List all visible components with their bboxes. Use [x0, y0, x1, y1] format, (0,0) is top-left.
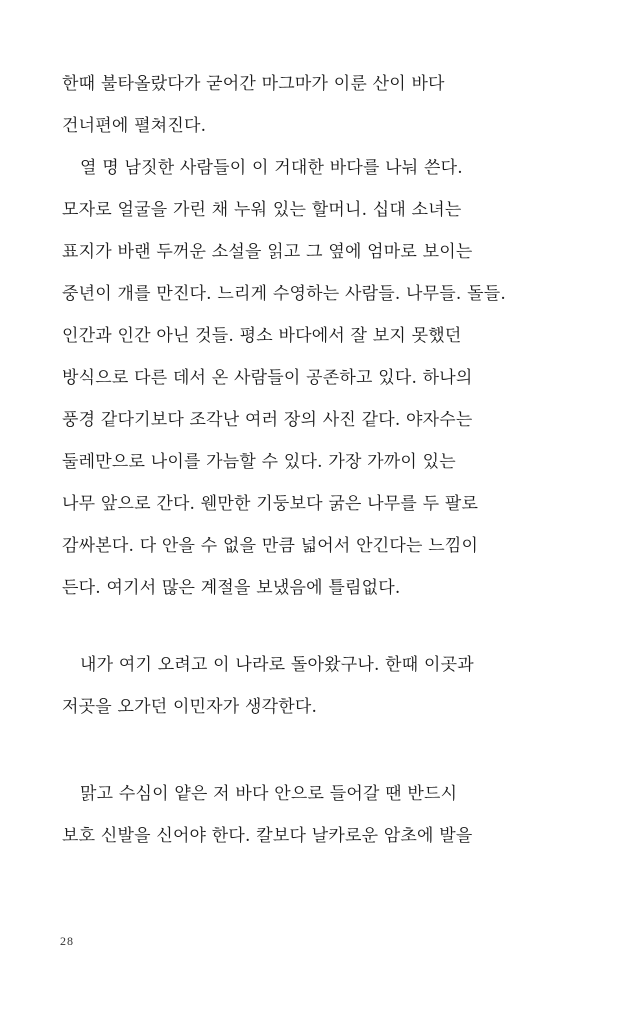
page-number: 28	[60, 934, 74, 948]
text-line: 인간과 인간 아닌 것들. 평소 바다에서 잘 보지 못했던	[62, 326, 462, 346]
text-line: 건너편에 펼쳐진다.	[62, 116, 207, 136]
text-line: 한때 불타올랐다가 굳어간 마그마가 이룬 산이 바다	[62, 74, 445, 94]
text-line: 중년이 개를 만진다. 느리게 수영하는 사람들. 나무들. 돌들.	[62, 284, 506, 304]
text-line: 방식으로 다른 데서 온 사람들이 공존하고 있다. 하나의	[62, 368, 473, 388]
text-line: 모자로 얼굴을 가린 채 누워 있는 할머니. 십대 소녀는	[62, 200, 462, 220]
text-line: 감싸본다. 다 안을 수 없을 만큼 넓어서 안긴다는 느낌이	[62, 536, 479, 556]
text-line: 둘레만으로 나이를 가늠할 수 있다. 가장 가까이 있는	[62, 452, 456, 472]
text-line: 저곳을 오가던 이민자가 생각한다.	[62, 697, 318, 717]
text-line: 보호 신발을 신어야 한다. 칼보다 날카로운 암초에 발을	[62, 826, 473, 846]
paragraph-start-line: 열 명 남짓한 사람들이 이 거대한 바다를 나눠 쓴다.	[80, 158, 463, 178]
text-line: 풍경 같다기보다 조각난 여러 장의 사진 같다. 야자수는	[62, 410, 473, 430]
text-line: 나무 앞으로 간다. 웬만한 기둥보다 굵은 나무를 두 팔로	[62, 494, 479, 514]
text-line: 표지가 바랜 두꺼운 소설을 읽고 그 옆에 엄마로 보이는	[62, 242, 473, 262]
paragraph-start-line: 내가 여기 오려고 이 나라로 돌아왔구나. 한때 이곳과	[80, 655, 474, 675]
paragraph-start-line: 맑고 수심이 얕은 저 바다 안으로 들어갈 땐 반드시	[80, 784, 458, 804]
text-line: 든다. 여기서 많은 계절을 보냈음에 틀림없다.	[62, 578, 401, 598]
